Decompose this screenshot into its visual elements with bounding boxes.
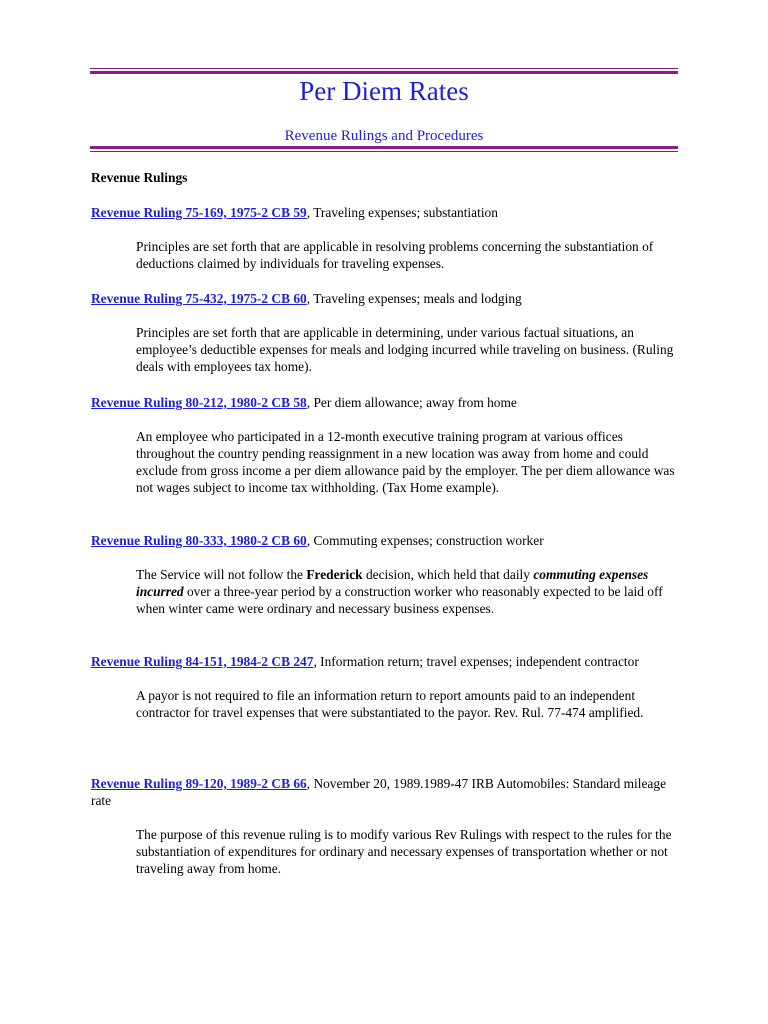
case-name: Frederick	[306, 567, 363, 582]
ruling-link[interactable]: Revenue Ruling 80-212, 1980-2 CB 58	[91, 395, 307, 410]
ruling-summary: Principles are set forth that are applicable in resolving problems concerning the substantiation of deductions claimed by individuals for traveling expenses.	[136, 239, 654, 271]
ruling-entry	[91, 653, 681, 721]
ruling-heading	[91, 290, 681, 307]
ruling-topic: , Traveling expenses; meals and lodging	[306, 291, 522, 306]
ruling-link[interactable]: Revenue Ruling 84-151, 1984-2 CB 247	[91, 654, 314, 669]
ruling-entry	[91, 775, 681, 877]
ruling-topic: , Information return; travel expenses; independent contractor	[313, 654, 639, 669]
ruling-heading	[91, 394, 681, 411]
ruling-entry	[91, 532, 681, 617]
ruling-heading	[91, 532, 681, 549]
ruling-summary: An employee who participated in a 12-month executive training program at various offices throughout the country pending reassignment in a new location was away from home and could exclude from gross income a per diem allowance paid by the employer. The per diem allowance was not wages subject to income tax withholding. (Tax Home example).	[136, 429, 675, 495]
ruling-link[interactable]: Revenue Ruling 89-120, 1989-2 CB 66	[91, 776, 307, 791]
ruling-heading	[91, 204, 681, 221]
ruling-topic: , Traveling expenses; substantiation	[306, 205, 498, 220]
ruling-link[interactable]: Revenue Ruling 75-432, 1975-2 CB 60	[91, 291, 307, 306]
summary-text: over a three-year period by a construction worker who reasonably expected to be laid off when winter came were ordinary and necessary business expenses.	[136, 584, 663, 616]
ruling-summary: Principles are set forth that are applicable in determining, under various factual situations, an employee’s deductible expenses for meals and lodging incurred while traveling on business. (Ruling deals with employees tax home).	[136, 325, 674, 374]
ruling-topic: , Commuting expenses; construction worker	[306, 533, 544, 548]
page-title: Per Diem Rates	[299, 76, 469, 106]
ruling-summary: A payor is not required to file an information return to report amounts paid to an independent contractor for travel expenses that were substantiated to the payor. Rev. Rul. 77-474 amplified.	[136, 688, 644, 720]
ruling-entry	[91, 394, 681, 496]
summary-text: The Service will not follow the	[136, 567, 307, 582]
ruling-topic: , Per diem allowance; away from home	[306, 395, 517, 410]
ruling-summary	[91, 566, 681, 617]
page-subtitle: Revenue Rulings and Procedures	[284, 128, 484, 144]
ruling-link[interactable]: Revenue Ruling 75-169, 1975-2 CB 59	[91, 205, 307, 220]
section-heading: Revenue Rulings	[91, 170, 188, 185]
ruling-entry	[91, 290, 681, 375]
header-rule-bottom	[90, 146, 678, 152]
ruling-link[interactable]: Revenue Ruling 80-333, 1980-2 CB 60	[91, 533, 307, 548]
ruling-summary: The purpose of this revenue ruling is to modify various Rev Rulings with respect to the rules for the substantiation of expenditures for ordinary and necessary expenses of transportation whether or not traveling away from home.	[136, 827, 672, 876]
emphasis-text: commuting expenses incurred	[136, 567, 649, 599]
ruling-entry	[91, 204, 681, 272]
summary-text: decision, which held that daily	[362, 567, 534, 582]
ruling-heading	[91, 653, 681, 670]
ruling-topic: , November 20, 1989.1989-47 IRB Automobiles: Standard mileage rate	[91, 776, 667, 808]
ruling-heading	[91, 775, 681, 809]
